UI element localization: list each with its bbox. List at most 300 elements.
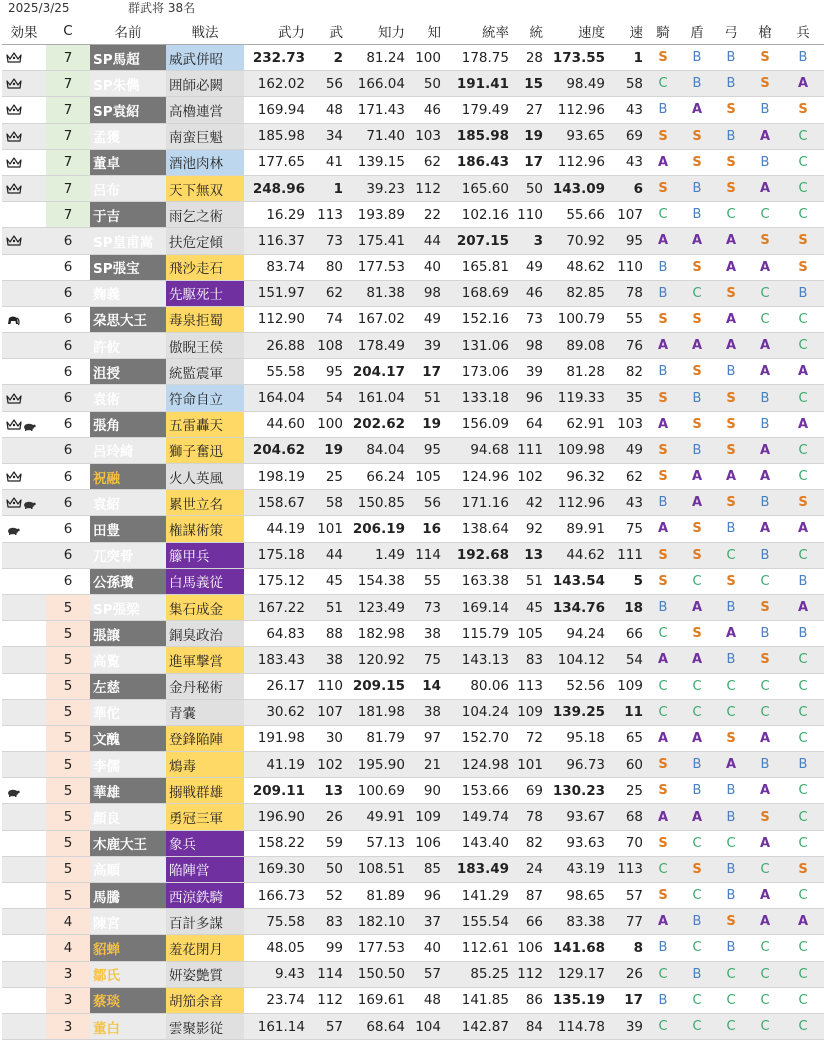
- tactic-cell[interactable]: 陥陣営: [166, 856, 244, 882]
- effect-cell[interactable]: [2, 411, 46, 437]
- aptitude-shield-cell[interactable]: [680, 490, 714, 516]
- effect-cell[interactable]: [2, 437, 46, 463]
- cost-cell[interactable]: 6: [46, 228, 90, 254]
- aptitude-shield-cell[interactable]: [680, 228, 714, 254]
- name-cell[interactable]: SP張宝: [90, 254, 166, 280]
- lea-rank-cell[interactable]: 15: [512, 71, 546, 97]
- aptitude-shield-cell[interactable]: [680, 752, 714, 778]
- aptitude-spear-cell[interactable]: [748, 280, 782, 306]
- aptitude-cavalry-cell[interactable]: [646, 647, 680, 673]
- cost-cell[interactable]: 4: [46, 935, 90, 961]
- name-cell[interactable]: 董白: [90, 1013, 166, 1039]
- aptitude-bow-cell[interactable]: [714, 804, 748, 830]
- war-rank-cell[interactable]: 100: [308, 411, 346, 437]
- int-cell[interactable]: 202.62: [346, 411, 408, 437]
- aptitude-cavalry-cell[interactable]: [646, 411, 680, 437]
- lea-cell[interactable]: 171.16: [444, 490, 512, 516]
- lea-rank-cell[interactable]: 24: [512, 856, 546, 882]
- name-cell[interactable]: 于吉: [90, 202, 166, 228]
- int-cell[interactable]: 81.89: [346, 883, 408, 909]
- aptitude-spear-cell[interactable]: [748, 149, 782, 175]
- spd-rank-cell[interactable]: 6: [608, 175, 646, 201]
- int-rank-cell[interactable]: 22: [408, 202, 444, 228]
- int-cell[interactable]: 195.90: [346, 752, 408, 778]
- int-rank-cell[interactable]: 38: [408, 621, 444, 647]
- cost-cell[interactable]: 5: [46, 673, 90, 699]
- aptitude-bow-cell[interactable]: [714, 752, 748, 778]
- int-rank-cell[interactable]: 109: [408, 804, 444, 830]
- effect-cell[interactable]: [2, 752, 46, 778]
- name-cell[interactable]: SP馬超: [90, 45, 166, 71]
- int-cell[interactable]: 209.15: [346, 673, 408, 699]
- lea-cell[interactable]: 143.13: [444, 647, 512, 673]
- spd-cell[interactable]: 43.19: [546, 856, 608, 882]
- name-cell[interactable]: 木鹿大王: [90, 830, 166, 856]
- tactic-cell[interactable]: 胡笳余音: [166, 987, 244, 1013]
- effect-cell[interactable]: [2, 883, 46, 909]
- name-cell[interactable]: 麹義: [90, 280, 166, 306]
- aptitude-shield-cell[interactable]: [680, 254, 714, 280]
- aptitude-cavalry-cell[interactable]: [646, 359, 680, 385]
- spd-cell[interactable]: 109.98: [546, 437, 608, 463]
- name-cell[interactable]: 華佗: [90, 699, 166, 725]
- name-cell[interactable]: 李儒: [90, 752, 166, 778]
- cost-cell[interactable]: 5: [46, 778, 90, 804]
- aptitude-shield-cell[interactable]: [680, 149, 714, 175]
- aptitude-bow-cell[interactable]: [714, 594, 748, 620]
- war-rank-cell[interactable]: 102: [308, 752, 346, 778]
- war-rank-cell[interactable]: 1: [308, 175, 346, 201]
- cost-cell[interactable]: 6: [46, 542, 90, 568]
- int-rank-cell[interactable]: 56: [408, 490, 444, 516]
- aptitude-spear-cell[interactable]: [748, 254, 782, 280]
- int-cell[interactable]: 181.98: [346, 699, 408, 725]
- aptitude-spear-cell[interactable]: [748, 909, 782, 935]
- int-rank-cell[interactable]: 100: [408, 45, 444, 71]
- aptitude-bow-cell[interactable]: [714, 175, 748, 201]
- int-rank-cell[interactable]: 19: [408, 411, 444, 437]
- int-cell[interactable]: 154.38: [346, 568, 408, 594]
- header-spd-rank[interactable]: 速: [608, 18, 646, 45]
- spd-cell[interactable]: 81.28: [546, 359, 608, 385]
- lea-cell[interactable]: 124.98: [444, 752, 512, 778]
- aptitude-bow-cell[interactable]: [714, 385, 748, 411]
- aptitude-cavalry-cell[interactable]: [646, 699, 680, 725]
- header-lea-rank[interactable]: 統: [512, 18, 546, 45]
- war-rank-cell[interactable]: 44: [308, 542, 346, 568]
- lea-rank-cell[interactable]: 27: [512, 97, 546, 123]
- spd-cell[interactable]: 139.25: [546, 699, 608, 725]
- aptitude-cavalry-cell[interactable]: [646, 621, 680, 647]
- int-cell[interactable]: 139.15: [346, 149, 408, 175]
- tactic-cell[interactable]: 集石成金: [166, 594, 244, 620]
- int-rank-cell[interactable]: 55: [408, 568, 444, 594]
- spd-rank-cell[interactable]: 75: [608, 516, 646, 542]
- war-cell[interactable]: 169.94: [244, 97, 308, 123]
- lea-cell[interactable]: 138.64: [444, 516, 512, 542]
- effect-cell[interactable]: [2, 333, 46, 359]
- aptitude-siege-cell[interactable]: [782, 987, 824, 1013]
- int-cell[interactable]: 71.40: [346, 123, 408, 149]
- cost-cell[interactable]: 3: [46, 987, 90, 1013]
- aptitude-cavalry-cell[interactable]: [646, 909, 680, 935]
- effect-cell[interactable]: [2, 516, 46, 542]
- aptitude-shield-cell[interactable]: [680, 594, 714, 620]
- war-cell[interactable]: 162.02: [244, 71, 308, 97]
- int-cell[interactable]: 81.38: [346, 280, 408, 306]
- spd-cell[interactable]: 48.62: [546, 254, 608, 280]
- int-cell[interactable]: 182.10: [346, 909, 408, 935]
- aptitude-cavalry-cell[interactable]: [646, 594, 680, 620]
- war-cell[interactable]: 44.60: [244, 411, 308, 437]
- name-cell[interactable]: 張譲: [90, 621, 166, 647]
- spd-cell[interactable]: 55.66: [546, 202, 608, 228]
- war-rank-cell[interactable]: 101: [308, 516, 346, 542]
- aptitude-cavalry-cell[interactable]: [646, 437, 680, 463]
- header-shield[interactable]: 盾: [680, 18, 714, 45]
- int-rank-cell[interactable]: 90: [408, 778, 444, 804]
- aptitude-siege-cell[interactable]: [782, 909, 824, 935]
- aptitude-bow-cell[interactable]: [714, 333, 748, 359]
- lea-rank-cell[interactable]: 111: [512, 437, 546, 463]
- spd-rank-cell[interactable]: 58: [608, 71, 646, 97]
- aptitude-spear-cell[interactable]: [748, 699, 782, 725]
- spd-rank-cell[interactable]: 95: [608, 228, 646, 254]
- effect-cell[interactable]: [2, 464, 46, 490]
- spd-cell[interactable]: 134.76: [546, 594, 608, 620]
- aptitude-cavalry-cell[interactable]: [646, 935, 680, 961]
- name-cell[interactable]: 顔良: [90, 804, 166, 830]
- aptitude-siege-cell[interactable]: [782, 804, 824, 830]
- war-cell[interactable]: 26.88: [244, 333, 308, 359]
- war-rank-cell[interactable]: 25: [308, 464, 346, 490]
- aptitude-cavalry-cell[interactable]: [646, 254, 680, 280]
- effect-cell[interactable]: [2, 228, 46, 254]
- lea-rank-cell[interactable]: 83: [512, 647, 546, 673]
- tactic-cell[interactable]: 権謀術策: [166, 516, 244, 542]
- war-cell[interactable]: 196.90: [244, 804, 308, 830]
- int-cell[interactable]: 1.49: [346, 542, 408, 568]
- war-cell[interactable]: 161.14: [244, 1013, 308, 1039]
- lea-cell[interactable]: 192.68: [444, 542, 512, 568]
- aptitude-bow-cell[interactable]: [714, 97, 748, 123]
- war-rank-cell[interactable]: 57: [308, 1013, 346, 1039]
- spd-rank-cell[interactable]: 49: [608, 437, 646, 463]
- spd-rank-cell[interactable]: 55: [608, 306, 646, 332]
- aptitude-siege-cell[interactable]: [782, 935, 824, 961]
- aptitude-bow-cell[interactable]: [714, 516, 748, 542]
- int-rank-cell[interactable]: 73: [408, 594, 444, 620]
- name-cell[interactable]: 貂蝉: [90, 935, 166, 961]
- aptitude-cavalry-cell[interactable]: [646, 490, 680, 516]
- aptitude-spear-cell[interactable]: [748, 961, 782, 987]
- cost-cell[interactable]: 3: [46, 1013, 90, 1039]
- name-cell[interactable]: 呂布: [90, 175, 166, 201]
- aptitude-spear-cell[interactable]: [748, 883, 782, 909]
- effect-cell[interactable]: [2, 621, 46, 647]
- spd-cell[interactable]: 96.73: [546, 752, 608, 778]
- aptitude-bow-cell[interactable]: [714, 856, 748, 882]
- aptitude-cavalry-cell[interactable]: [646, 752, 680, 778]
- aptitude-spear-cell[interactable]: [748, 333, 782, 359]
- aptitude-shield-cell[interactable]: [680, 411, 714, 437]
- spd-rank-cell[interactable]: 57: [608, 883, 646, 909]
- war-rank-cell[interactable]: 59: [308, 830, 346, 856]
- lea-rank-cell[interactable]: 72: [512, 725, 546, 751]
- aptitude-spear-cell[interactable]: [748, 830, 782, 856]
- war-cell[interactable]: 116.37: [244, 228, 308, 254]
- effect-cell[interactable]: [2, 490, 46, 516]
- header-war-rank[interactable]: 武: [308, 18, 346, 45]
- header-bow[interactable]: 弓: [714, 18, 748, 45]
- war-rank-cell[interactable]: 110: [308, 673, 346, 699]
- war-rank-cell[interactable]: 26: [308, 804, 346, 830]
- spd-rank-cell[interactable]: 25: [608, 778, 646, 804]
- aptitude-spear-cell[interactable]: [748, 306, 782, 332]
- lea-rank-cell[interactable]: 101: [512, 752, 546, 778]
- lea-cell[interactable]: 124.96: [444, 464, 512, 490]
- header-int-rank[interactable]: 知: [408, 18, 444, 45]
- lea-rank-cell[interactable]: 64: [512, 411, 546, 437]
- lea-cell[interactable]: 185.98: [444, 123, 512, 149]
- int-rank-cell[interactable]: 57: [408, 961, 444, 987]
- aptitude-bow-cell[interactable]: [714, 437, 748, 463]
- lea-cell[interactable]: 179.49: [444, 97, 512, 123]
- aptitude-shield-cell[interactable]: [680, 464, 714, 490]
- name-cell[interactable]: 孟獲: [90, 123, 166, 149]
- aptitude-cavalry-cell[interactable]: [646, 202, 680, 228]
- aptitude-siege-cell[interactable]: [782, 725, 824, 751]
- cost-cell[interactable]: 5: [46, 594, 90, 620]
- aptitude-shield-cell[interactable]: [680, 359, 714, 385]
- tactic-cell[interactable]: 獅子奮迅: [166, 437, 244, 463]
- spd-rank-cell[interactable]: 26: [608, 961, 646, 987]
- lea-cell[interactable]: 207.15: [444, 228, 512, 254]
- aptitude-shield-cell[interactable]: [680, 437, 714, 463]
- aptitude-spear-cell[interactable]: [748, 935, 782, 961]
- aptitude-shield-cell[interactable]: [680, 647, 714, 673]
- int-cell[interactable]: 171.43: [346, 97, 408, 123]
- aptitude-shield-cell[interactable]: [680, 202, 714, 228]
- spd-rank-cell[interactable]: 1: [608, 45, 646, 71]
- aptitude-spear-cell[interactable]: [748, 621, 782, 647]
- int-cell[interactable]: 49.91: [346, 804, 408, 830]
- aptitude-siege-cell[interactable]: [782, 856, 824, 882]
- effect-cell[interactable]: [2, 385, 46, 411]
- effect-cell[interactable]: [2, 359, 46, 385]
- cost-cell[interactable]: 6: [46, 359, 90, 385]
- aptitude-cavalry-cell[interactable]: [646, 97, 680, 123]
- aptitude-shield-cell[interactable]: [680, 280, 714, 306]
- war-rank-cell[interactable]: 50: [308, 856, 346, 882]
- spd-cell[interactable]: 93.65: [546, 123, 608, 149]
- cost-cell[interactable]: 6: [46, 385, 90, 411]
- effect-cell[interactable]: [2, 673, 46, 699]
- cost-cell[interactable]: 5: [46, 883, 90, 909]
- war-rank-cell[interactable]: 34: [308, 123, 346, 149]
- int-rank-cell[interactable]: 40: [408, 254, 444, 280]
- header-siege[interactable]: 兵: [782, 18, 824, 45]
- header-int[interactable]: 知力: [346, 18, 408, 45]
- aptitude-cavalry-cell[interactable]: [646, 464, 680, 490]
- spd-cell[interactable]: 96.32: [546, 464, 608, 490]
- aptitude-siege-cell[interactable]: [782, 45, 824, 71]
- war-rank-cell[interactable]: 95: [308, 359, 346, 385]
- aptitude-bow-cell[interactable]: [714, 490, 748, 516]
- cost-cell[interactable]: 5: [46, 752, 90, 778]
- lea-cell[interactable]: 152.70: [444, 725, 512, 751]
- aptitude-shield-cell[interactable]: [680, 778, 714, 804]
- war-cell[interactable]: 26.17: [244, 673, 308, 699]
- war-rank-cell[interactable]: 41: [308, 149, 346, 175]
- int-rank-cell[interactable]: 114: [408, 542, 444, 568]
- tactic-cell[interactable]: 西涼鉄騎: [166, 883, 244, 909]
- cost-cell[interactable]: 7: [46, 71, 90, 97]
- tactic-cell[interactable]: 傲睨王侯: [166, 333, 244, 359]
- aptitude-siege-cell[interactable]: [782, 175, 824, 201]
- tactic-cell[interactable]: 勇冠三軍: [166, 804, 244, 830]
- cost-cell[interactable]: 5: [46, 699, 90, 725]
- effect-cell[interactable]: [2, 280, 46, 306]
- header-cost[interactable]: C: [46, 18, 90, 45]
- tactic-cell[interactable]: 符命自立: [166, 385, 244, 411]
- spd-rank-cell[interactable]: 107: [608, 202, 646, 228]
- cost-cell[interactable]: 6: [46, 254, 90, 280]
- spd-cell[interactable]: 114.78: [546, 1013, 608, 1039]
- cost-cell[interactable]: 6: [46, 568, 90, 594]
- aptitude-spear-cell[interactable]: [748, 228, 782, 254]
- header-war[interactable]: 武力: [244, 18, 308, 45]
- aptitude-siege-cell[interactable]: [782, 490, 824, 516]
- lea-rank-cell[interactable]: 113: [512, 673, 546, 699]
- lea-rank-cell[interactable]: 45: [512, 594, 546, 620]
- spd-cell[interactable]: 119.33: [546, 385, 608, 411]
- int-rank-cell[interactable]: 51: [408, 385, 444, 411]
- name-cell[interactable]: 祝融: [90, 464, 166, 490]
- spd-cell[interactable]: 141.68: [546, 935, 608, 961]
- lea-rank-cell[interactable]: 3: [512, 228, 546, 254]
- aptitude-cavalry-cell[interactable]: [646, 883, 680, 909]
- war-cell[interactable]: 169.30: [244, 856, 308, 882]
- header-spear[interactable]: 槍: [748, 18, 782, 45]
- war-cell[interactable]: 44.19: [244, 516, 308, 542]
- spd-rank-cell[interactable]: 35: [608, 385, 646, 411]
- aptitude-shield-cell[interactable]: [680, 987, 714, 1013]
- int-rank-cell[interactable]: 98: [408, 280, 444, 306]
- war-rank-cell[interactable]: 56: [308, 71, 346, 97]
- aptitude-bow-cell[interactable]: [714, 647, 748, 673]
- effect-cell[interactable]: [2, 71, 46, 97]
- aptitude-bow-cell[interactable]: [714, 254, 748, 280]
- war-cell[interactable]: 23.74: [244, 987, 308, 1013]
- spd-cell[interactable]: 94.24: [546, 621, 608, 647]
- aptitude-spear-cell[interactable]: [748, 464, 782, 490]
- int-cell[interactable]: 68.64: [346, 1013, 408, 1039]
- int-cell[interactable]: 166.04: [346, 71, 408, 97]
- lea-cell[interactable]: 153.66: [444, 778, 512, 804]
- lea-cell[interactable]: 143.40: [444, 830, 512, 856]
- aptitude-spear-cell[interactable]: [748, 594, 782, 620]
- aptitude-bow-cell[interactable]: [714, 1013, 748, 1039]
- aptitude-siege-cell[interactable]: [782, 961, 824, 987]
- aptitude-spear-cell[interactable]: [748, 568, 782, 594]
- cost-cell[interactable]: 7: [46, 202, 90, 228]
- spd-cell[interactable]: 82.85: [546, 280, 608, 306]
- effect-cell[interactable]: [2, 778, 46, 804]
- int-rank-cell[interactable]: 112: [408, 175, 444, 201]
- aptitude-shield-cell[interactable]: [680, 830, 714, 856]
- aptitude-cavalry-cell[interactable]: [646, 542, 680, 568]
- int-rank-cell[interactable]: 39: [408, 333, 444, 359]
- lea-rank-cell[interactable]: 46: [512, 280, 546, 306]
- aptitude-siege-cell[interactable]: [782, 752, 824, 778]
- spd-rank-cell[interactable]: 17: [608, 987, 646, 1013]
- aptitude-cavalry-cell[interactable]: [646, 568, 680, 594]
- aptitude-cavalry-cell[interactable]: [646, 830, 680, 856]
- name-cell[interactable]: SP張梁: [90, 594, 166, 620]
- aptitude-bow-cell[interactable]: [714, 542, 748, 568]
- aptitude-bow-cell[interactable]: [714, 699, 748, 725]
- cost-cell[interactable]: 7: [46, 97, 90, 123]
- int-cell[interactable]: 177.53: [346, 254, 408, 280]
- war-cell[interactable]: 248.96: [244, 175, 308, 201]
- spd-cell[interactable]: 89.91: [546, 516, 608, 542]
- aptitude-shield-cell[interactable]: [680, 725, 714, 751]
- aptitude-siege-cell[interactable]: [782, 542, 824, 568]
- effect-cell[interactable]: [2, 987, 46, 1013]
- aptitude-spear-cell[interactable]: [748, 490, 782, 516]
- tactic-cell[interactable]: 羞花閉月: [166, 935, 244, 961]
- effect-cell[interactable]: [2, 149, 46, 175]
- spd-cell[interactable]: 112.96: [546, 149, 608, 175]
- war-cell[interactable]: 185.98: [244, 123, 308, 149]
- spd-rank-cell[interactable]: 66: [608, 621, 646, 647]
- int-cell[interactable]: 39.23: [346, 175, 408, 201]
- aptitude-spear-cell[interactable]: [748, 71, 782, 97]
- lea-cell[interactable]: 80.06: [444, 673, 512, 699]
- lea-cell[interactable]: 173.06: [444, 359, 512, 385]
- cost-cell[interactable]: 6: [46, 464, 90, 490]
- lea-cell[interactable]: 94.68: [444, 437, 512, 463]
- war-rank-cell[interactable]: 99: [308, 935, 346, 961]
- spd-rank-cell[interactable]: 78: [608, 280, 646, 306]
- aptitude-bow-cell[interactable]: [714, 306, 748, 332]
- lea-cell[interactable]: 102.16: [444, 202, 512, 228]
- cost-cell[interactable]: 5: [46, 804, 90, 830]
- name-cell[interactable]: SP皇甫嵩: [90, 228, 166, 254]
- int-cell[interactable]: 193.89: [346, 202, 408, 228]
- int-rank-cell[interactable]: 44: [408, 228, 444, 254]
- cost-cell[interactable]: 6: [46, 490, 90, 516]
- war-cell[interactable]: 166.73: [244, 883, 308, 909]
- effect-cell[interactable]: [2, 830, 46, 856]
- aptitude-siege-cell[interactable]: [782, 97, 824, 123]
- war-rank-cell[interactable]: 54: [308, 385, 346, 411]
- war-cell[interactable]: 41.19: [244, 752, 308, 778]
- aptitude-shield-cell[interactable]: [680, 568, 714, 594]
- lea-cell[interactable]: 165.81: [444, 254, 512, 280]
- aptitude-shield-cell[interactable]: [680, 856, 714, 882]
- int-cell[interactable]: 108.51: [346, 856, 408, 882]
- lea-rank-cell[interactable]: 39: [512, 359, 546, 385]
- spd-rank-cell[interactable]: 5: [608, 568, 646, 594]
- aptitude-cavalry-cell[interactable]: [646, 280, 680, 306]
- aptitude-cavalry-cell[interactable]: [646, 804, 680, 830]
- cost-cell[interactable]: 7: [46, 45, 90, 71]
- name-cell[interactable]: 文醜: [90, 725, 166, 751]
- war-cell[interactable]: 175.18: [244, 542, 308, 568]
- aptitude-spear-cell[interactable]: [748, 804, 782, 830]
